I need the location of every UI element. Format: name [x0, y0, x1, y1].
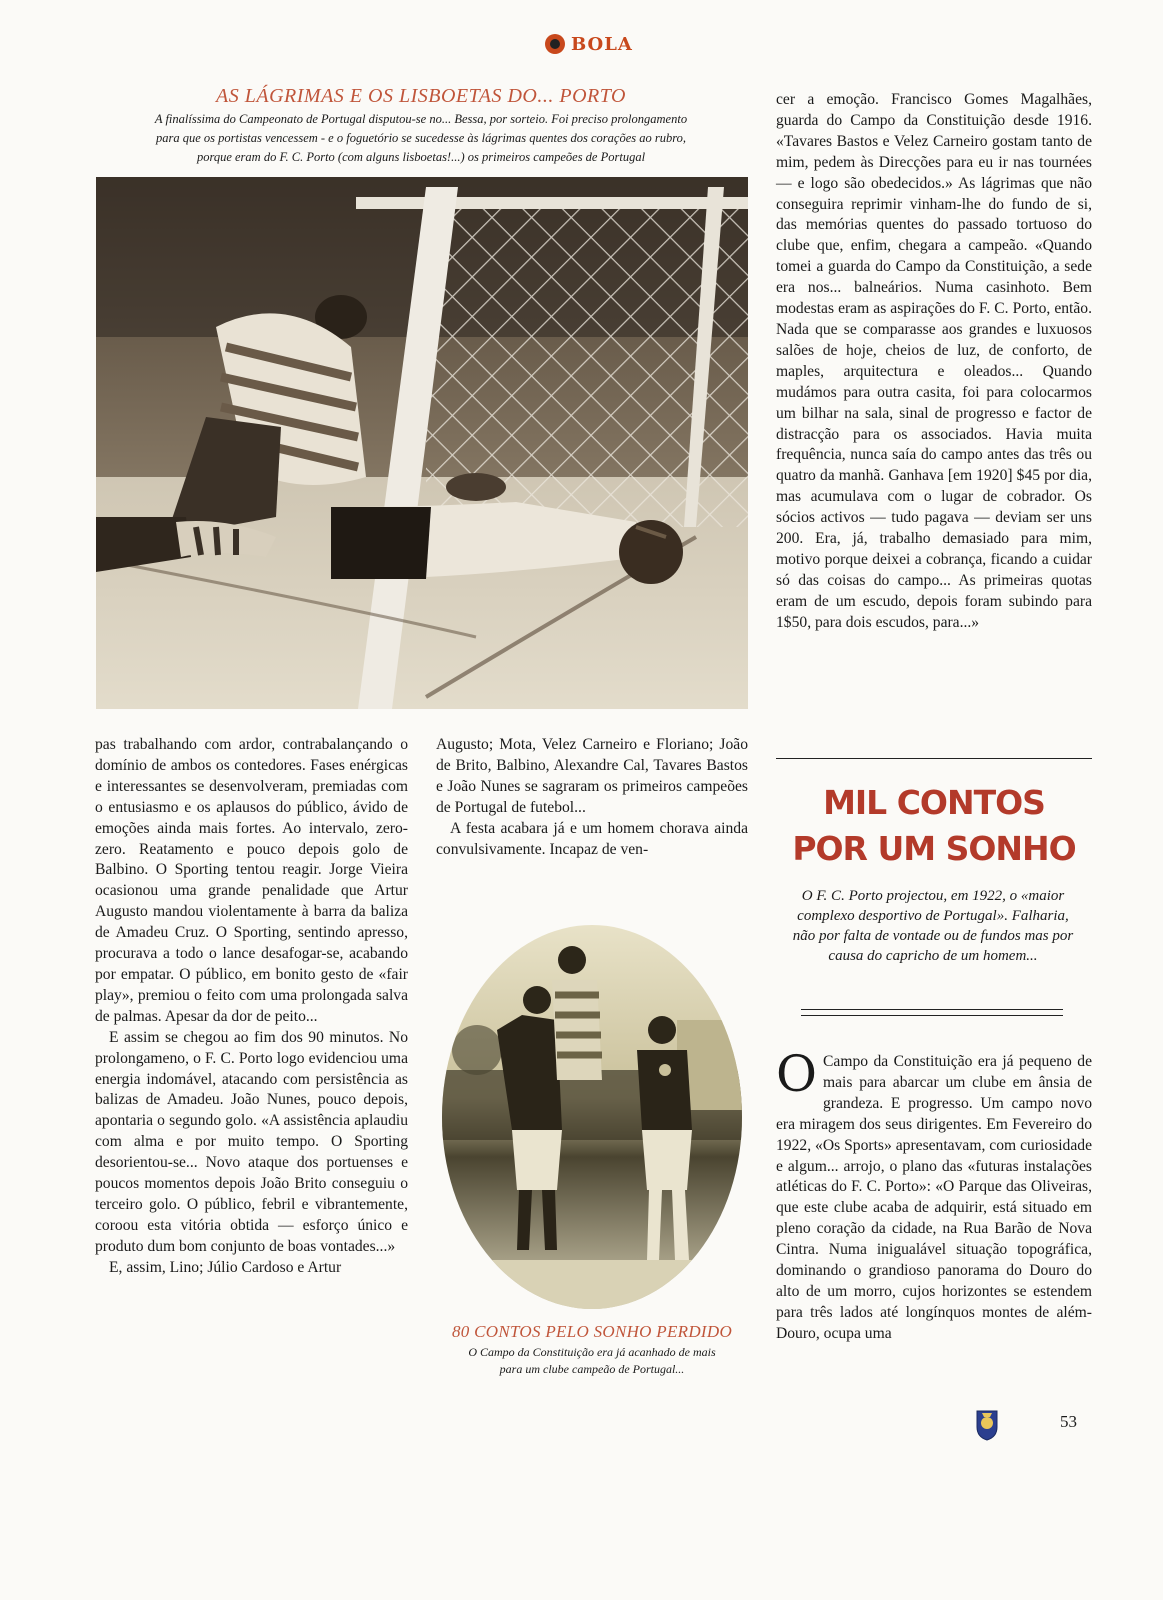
sidebar-title — [776, 780, 1092, 872]
article-paragraph: cer a emoção. Francisco Gomes Magalhães, guarda do Campo da Constituição desde 1916. «Tavares Bastos e Velez Carneiro gostam tanto de mim, pedem às Direcções para eu ir nas tournées — e logo são obedecidos.» As lágrimas que não conseguira reprimir vinham-lhe do fundo de si, das memórias quentes do passado tortuoso do clube que, enfim, chegara a campeão. «Quando tomei a guarda do Campo da Constituição, a sede era nos... balneários. Numa casinhoto. Bem modestas eram as aspirações do F. C. Porto, então. Nada que se comparasse aos grandes e luxuosos salões de hoje, cheios de luz, de conforto, de maples, arquitectura e oleados... Quando mudámos para outra casita, foi para colocarmos um bilhar na sala, sinal de progresso e factor de distracção para os associados. Havia muita frequência, nunca saía do campo antes das três ou quatro da manhã. Ganhava [em 1920] $45 por dia, mas acumulava com o lugar de cobrador. Os sócios activos — tudo pagava — deviam ser uns 200. Era, já, trabalho demasiado para mim, motivo porque deixei a cobrança, ficando a cuidar só das coisas do campo... As primeiras quotas eram de um escudo, depois foram subindo para 1$50, para dois escudos, para...» — [776, 91, 1092, 631]
sidebar-blurb: O F. C. Porto projectou, em 1922, o «maior complexo desportivo de Portugal». Falharia, não por falta de vontade ou de fundos mas por causa do capricho de um homem... — [792, 888, 1074, 964]
page-number: 53 — [1060, 1412, 1077, 1431]
magazine-logo — [545, 30, 633, 58]
oval-photo-caption — [430, 1322, 754, 1378]
caption-text — [430, 1344, 754, 1378]
ball-logo-icon — [545, 34, 565, 54]
article-column-3 — [776, 90, 1092, 634]
subhead-line: para que os portistas vencessem - e o foguetório se sucedesse às lágrimas quentes dos corações ao rubro, — [155, 131, 687, 145]
divider — [801, 1009, 1063, 1010]
sidebar-body — [776, 1045, 1092, 1345]
players-heading-illustration — [437, 920, 747, 1315]
sidebar-title-line: POR UM SONHO — [792, 829, 1076, 868]
oval-match-photo — [437, 920, 747, 1315]
logo-text: BOLA — [571, 33, 633, 55]
article-paragraph: A festa acabara já e um homem chorava ainda convulsivamente. Incapaz de ven- — [436, 819, 748, 858]
subhead-line: A finalíssima do Campeonato de Portugal disputou-se no... Bessa, por sorteio. Foi preciso prolongamento — [154, 112, 688, 126]
article-column-1 — [95, 735, 408, 1279]
drop-cap: O — [776, 1045, 817, 1103]
caption-line: para um clube campeão de Portugal... — [499, 1362, 685, 1376]
caption-line: O Campo da Constituição era já acanhado de mais — [468, 1345, 716, 1359]
article-headline: AS LÁGRIMAS E OS LISBOETAS DO... PORTO — [216, 85, 626, 107]
sidebar-title-line: MIL CONTOS — [823, 783, 1045, 822]
article-subhead — [96, 110, 746, 167]
article-paragraph: E assim se chegou ao fim dos 90 minutos. No prolongameno, o F. C. Porto logo evidenciou uma energia indomável, atacando com persistência as balizas de Amadeu. João Nunes, pouco depois, apontaria o segundo golo. «A assistência aplaudiu com alma e por muito tempo. O Sporting desorientou-se... Novo ataque dos portuenses e poucos momentos depois João Brito conseguiu o terceiro golo. O público, febril e vibrantemente, coroou esta vitória obtida — esforço único e produto dum bom conjunto de boas vontades...» — [95, 1028, 408, 1255]
divider — [776, 758, 1092, 759]
article-paragraph: pas trabalhando com ardor, contrabalançando o domínio de ambos os contedores. Fases enérgicas e interessantes se desenvolveram, premiadas com o entusiasmo e os aplausos do público, ávido de emoções ainda mais fortes. Ao intervalo, zero-zero. Reatamento e pouco depois golo de Balbino. O Sporting tentou reagir. Jorge Vieira ocasionou uma grande penalidade que Artur Augusto mandou violentamente à barra da baliza de Amadeu Cruz. O Sporting, sentindo apresso, procurava a todo o lance desafogar-se, acabando por empatar. O público, em bonito gesto de «fair play», premiou o feito com uma prolongada salva de palmas. Apesar da dor de peito... — [95, 736, 408, 1025]
subhead-line: porque eram do F. C. Porto (com alguns lisboetas!...) os primeiros campeões de Portugal — [196, 150, 646, 164]
sidebar-body-text: Campo da Constituição era já pequeno de mais para abarcar um clube em ânsia de grandeza. E progresso. Um campo novo era miragem dos seus dirigentes. Em Fevereiro do 1922, «Os Sports» apresentavam, com curiosidade e algum... arrojo, o plano das «futuras instalações atléticas do F. C. Porto»: «O Parque das Oliveiras, que este clube acaba de adquirir, está situado em pleno coração da cidade, na Rua Barão de Nova Cintra. Numa inigualável situação topográfica, dominando o grandioso panorama do Douro do alto de um morro, cujos horizontes se estendem para três lados até longínquos montes de além-Douro, ocupa uma — [776, 1053, 1092, 1342]
goalkeeper-save-illustration — [96, 177, 748, 709]
article-column-2 — [436, 735, 748, 860]
divider — [801, 1015, 1063, 1016]
caption-title: 80 CONTOS PELO SONHO PERDIDO — [451, 1322, 733, 1341]
article-paragraph: Augusto; Mota, Velez Carneiro e Floriano; João de Brito, Balbino, Alexandre Cal, Tavares Bastos e João Nunes se sagraram os primeiros campeões de Portugal de futebol... — [436, 736, 748, 816]
article-paragraph: E, assim, Lino; Júlio Cardoso e Artur — [109, 1258, 342, 1276]
club-crest-icon — [974, 1409, 1000, 1441]
match-photo-goalkeeper — [96, 177, 748, 709]
